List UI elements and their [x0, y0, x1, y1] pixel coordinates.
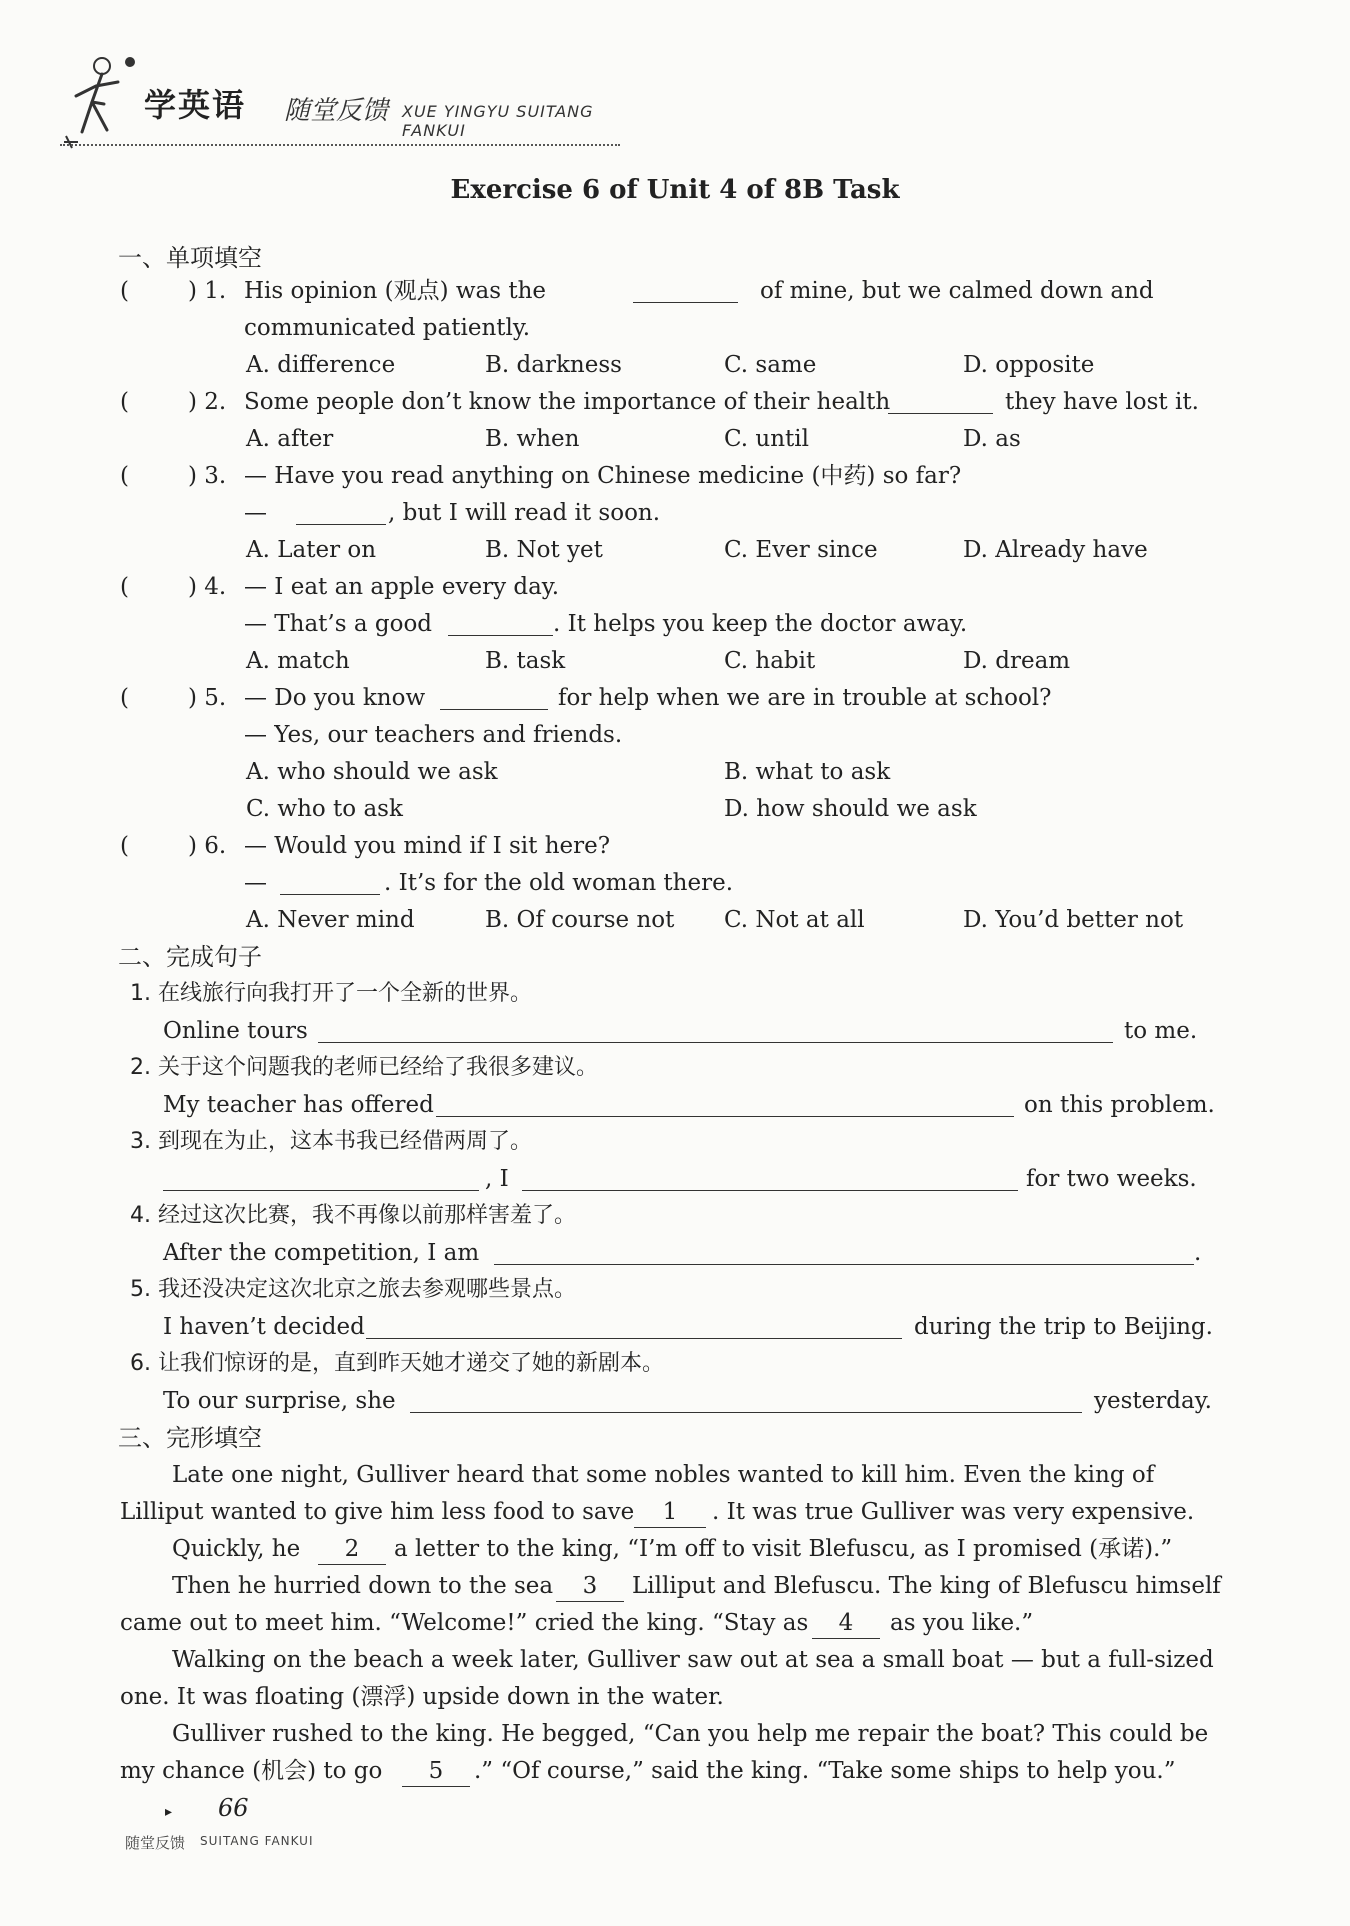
answer-paren: (: [120, 463, 129, 489]
s2-item1-prefix: Online tours: [163, 1018, 308, 1044]
s2-item4-suffix: .: [1194, 1240, 1202, 1266]
cloze-blank-4[interactable]: 4: [812, 1608, 880, 1639]
q2-text-a: Some people don’t know the importance of their health: [244, 389, 891, 415]
q1-text-a: His opinion (观点) was the: [244, 278, 547, 304]
answer-paren: (: [120, 685, 129, 711]
q4-number: ) 4.: [188, 574, 227, 600]
footer-logo: 随堂反馈: [125, 1834, 186, 1852]
q5-option-a: A. who should we ask: [246, 759, 498, 785]
q5-text-c: — Yes, our teachers and friends.: [244, 722, 623, 748]
page-title: Exercise 6 of Unit 4 of 8B Task: [450, 175, 900, 205]
answer-paren: (: [120, 389, 129, 415]
q3-option-c: C. Ever since: [724, 537, 878, 563]
q4-text-b: — That’s a good: [244, 611, 433, 637]
s2-item6-prefix: To our surprise, she: [163, 1388, 396, 1414]
s2-item3-blank-b[interactable]: [522, 1188, 1018, 1191]
logo-pinyin: XUE YINGYU SUITANG FANKUI: [402, 102, 594, 140]
q4-option-d: D. dream: [963, 648, 1071, 674]
cloze-line-2a: Lilliput wanted to give him less food to save: [120, 1499, 635, 1525]
cloze-line-9b: .” “Of course,” said the king. “Take some ships to help you.”: [474, 1758, 1176, 1784]
q5-text-b: for help when we are in trouble at school?: [558, 685, 1052, 711]
q6-blank[interactable]: [280, 892, 380, 895]
s2-item1-chinese: 1. 在线旅行向我打开了一个全新的世界。: [130, 981, 532, 1006]
q6-option-d: D. You’d better not: [963, 907, 1184, 933]
logo-main: 学英语: [144, 86, 247, 124]
student-figure-icon: [52, 52, 142, 152]
q6-dash: —: [244, 870, 267, 896]
footer-arrow-icon: ▸: [165, 1804, 173, 1820]
s2-item2-chinese: 2. 关于这个问题我的老师已经给了我很多建议。: [130, 1055, 598, 1080]
s2-item5-suffix: during the trip to Beijing.: [914, 1314, 1213, 1340]
q1-number: ) 1.: [188, 278, 227, 304]
s2-item2-blank[interactable]: [436, 1114, 1014, 1117]
s2-item3-chinese: 3. 到现在为止，这本书我已经借两周了。: [130, 1129, 532, 1154]
cloze-line-9a: my chance (机会) to go: [120, 1758, 383, 1784]
q5-blank[interactable]: [440, 707, 548, 710]
q6-text-a: — Would you mind if I sit here?: [244, 833, 611, 859]
q2-option-d: D. as: [963, 426, 1021, 452]
answer-paren: (: [120, 574, 129, 600]
q5-number: ) 5.: [188, 685, 227, 711]
cloze-blank-3[interactable]: 3: [556, 1571, 624, 1602]
q1-blank[interactable]: [633, 300, 738, 303]
header-logo: [52, 52, 652, 152]
q2-option-b: B. when: [485, 426, 580, 452]
s2-item5-prefix: I haven’t decided: [163, 1314, 365, 1340]
s2-item4-prefix: After the competition, I am: [163, 1240, 480, 1266]
s2-item4-blank[interactable]: [494, 1262, 1194, 1265]
q1-option-b: B. darkness: [485, 352, 622, 378]
s2-item5-chinese: 5. 我还没决定这次北京之旅去参观哪些景点。: [130, 1277, 576, 1302]
s2-item1-blank[interactable]: [318, 1040, 1113, 1043]
q3-text-c: , but I will read it soon.: [388, 500, 661, 526]
s2-item4-chinese: 4. 经过这次比赛，我不再像以前那样害羞了。: [130, 1203, 576, 1228]
q6-option-a: A. Never mind: [246, 907, 415, 933]
header-divider: [60, 144, 620, 146]
s2-item1-suffix: to me.: [1124, 1018, 1198, 1044]
s2-item3-blank-a[interactable]: [163, 1188, 479, 1191]
q5-option-b: B. what to ask: [724, 759, 891, 785]
q3-option-a: A. Later on: [246, 537, 377, 563]
cloze-line-5a: came out to meet him. “Welcome!” cried the king. “Stay as: [120, 1610, 809, 1636]
cloze-line-6: Walking on the beach a week later, Gulliver saw out at sea a small boat — but a full-sized: [172, 1647, 1214, 1673]
q4-text-a: — I eat an apple every day.: [244, 574, 560, 600]
q6-text-c: . It’s for the old woman there.: [384, 870, 734, 896]
s2-item2-prefix: My teacher has offered: [163, 1092, 434, 1118]
cloze-line-4b: Lilliput and Blefuscu. The king of Blefuscu himself: [632, 1573, 1221, 1599]
q3-option-d: D. Already have: [963, 537, 1148, 563]
q3-blank[interactable]: [296, 522, 386, 525]
q1-option-c: C. same: [724, 352, 817, 378]
q1-option-a: A. difference: [246, 352, 396, 378]
q4-option-b: B. task: [485, 648, 566, 674]
q4-option-c: C. habit: [724, 648, 816, 674]
cloze-line-3a: Quickly, he: [172, 1536, 301, 1562]
q3-dash: —: [244, 500, 267, 526]
cloze-line-2b: . It was true Gulliver was very expensive.: [712, 1499, 1195, 1525]
s2-item3-mid: , I: [485, 1166, 509, 1192]
q2-number: ) 2.: [188, 389, 227, 415]
section3-heading: 三、完形填空: [118, 1424, 262, 1452]
cloze-blank-1[interactable]: 1: [634, 1497, 706, 1528]
cloze-line-1: Late one night, Gulliver heard that some nobles wanted to kill him. Even the king of: [172, 1462, 1155, 1488]
section1-heading: 一、单项填空: [118, 244, 262, 272]
logo-sub: 随堂反馈: [284, 96, 389, 126]
s2-item6-chinese: 6. 让我们惊讶的是，直到昨天她才递交了她的新剧本。: [130, 1351, 664, 1376]
cloze-line-3b: a letter to the king, “I’m off to visit Blefuscu, as I promised (承诺).”: [394, 1536, 1173, 1562]
q4-option-a: A. match: [246, 648, 350, 674]
q2-blank[interactable]: [888, 411, 993, 414]
answer-paren: (: [120, 278, 129, 304]
q1-text-b: of mine, but we calmed down and: [760, 278, 1154, 304]
q6-option-b: B. Of course not: [485, 907, 675, 933]
q4-blank[interactable]: [448, 633, 553, 636]
q2-option-a: A. after: [246, 426, 334, 452]
q2-option-c: C. until: [724, 426, 809, 452]
cloze-blank-2[interactable]: 2: [318, 1534, 386, 1565]
section2-heading: 二、完成句子: [118, 943, 262, 971]
s2-item2-suffix: on this problem.: [1024, 1092, 1215, 1118]
cloze-line-5b: as you like.”: [890, 1610, 1034, 1636]
q6-number: ) 6.: [188, 833, 227, 859]
q1-option-d: D. opposite: [963, 352, 1095, 378]
s2-item3-suffix: for two weeks.: [1026, 1166, 1197, 1192]
page-number: 66: [218, 1794, 249, 1822]
q5-option-c: C. who to ask: [246, 796, 403, 822]
cloze-line-7: one. It was floating (漂浮) upside down in the water.: [120, 1684, 724, 1710]
q6-option-c: C. Not at all: [724, 907, 865, 933]
s2-item5-blank[interactable]: [366, 1336, 902, 1339]
q3-number: ) 3.: [188, 463, 227, 489]
s2-item6-blank[interactable]: [410, 1410, 1082, 1413]
q5-text-a: — Do you know: [244, 685, 426, 711]
q3-option-b: B. Not yet: [485, 537, 603, 563]
s2-item6-suffix: yesterday.: [1094, 1388, 1212, 1414]
answer-paren: (: [120, 833, 129, 859]
cloze-line-4a: Then he hurried down to the sea: [172, 1573, 554, 1599]
q2-text-b: they have lost it.: [1005, 389, 1199, 415]
q3-text-a: — Have you read anything on Chinese medicine (中药) so far?: [244, 463, 962, 489]
q1-text-c: communicated patiently.: [244, 315, 531, 341]
q5-option-d: D. how should we ask: [724, 796, 977, 822]
q4-text-c: . It helps you keep the doctor away.: [553, 611, 968, 637]
footer-logo-pinyin: SUITANG FANKUI: [200, 1834, 314, 1848]
cloze-line-8: Gulliver rushed to the king. He begged, “Can you help me repair the boat? This could be: [172, 1721, 1209, 1747]
cloze-blank-5[interactable]: 5: [402, 1756, 470, 1787]
